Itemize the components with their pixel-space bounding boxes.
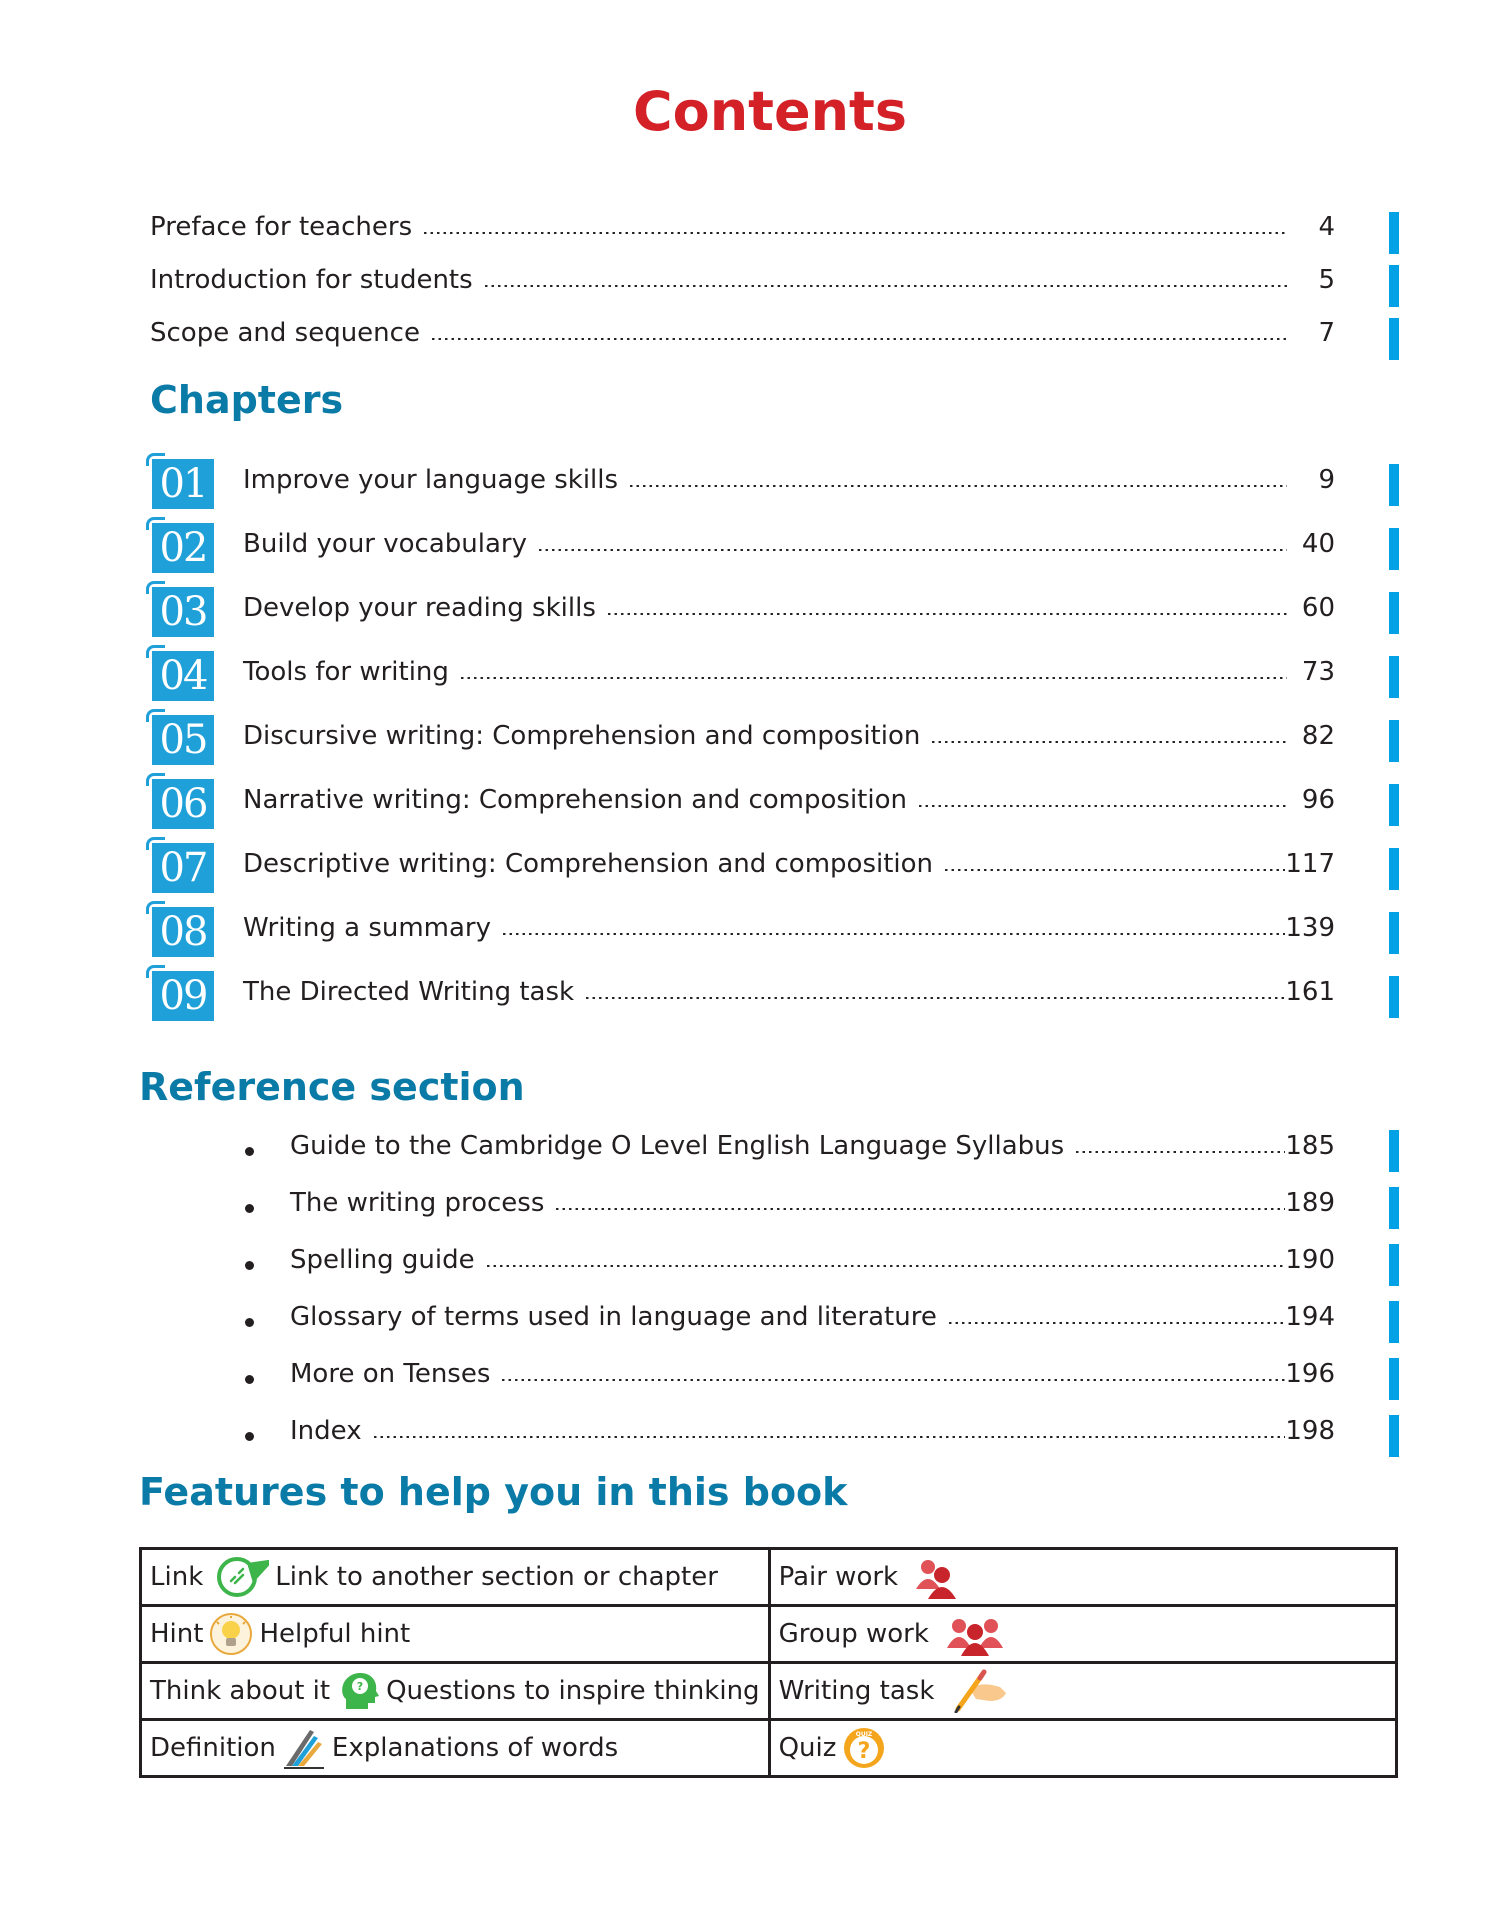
toc-entry-preface[interactable] <box>150 212 1335 242</box>
feature-cell <box>141 1549 770 1606</box>
dot-leader <box>554 1208 1285 1210</box>
tab-marker <box>1389 592 1399 634</box>
toc-page-number: 198 <box>1285 1416 1335 1446</box>
bullet <box>245 1375 254 1384</box>
chapter-number-badge: 02 <box>152 523 214 573</box>
toc-page-number: 60 <box>1301 593 1335 623</box>
page-title: Contents <box>632 80 907 143</box>
feature-cell <box>769 1606 1396 1663</box>
toc-page-number: 139 <box>1285 913 1335 943</box>
tab-marker <box>1389 265 1399 307</box>
feature-description: Questions to inspire thinking <box>386 1676 760 1706</box>
dot-leader <box>1074 1151 1285 1153</box>
toc-entry-reference[interactable] <box>290 1245 1335 1275</box>
thinking-head-icon <box>336 1669 380 1713</box>
dot-leader <box>537 549 1287 551</box>
toc-entry-chapter[interactable] <box>243 657 1335 687</box>
chapter-number-badge: 09 <box>152 971 214 1021</box>
features-heading: Features to help you in this book <box>139 1470 848 1514</box>
toc-entry-label: Preface for teachers <box>150 212 413 242</box>
toc-entry-introduction[interactable] <box>150 265 1335 295</box>
chapter-number-badge: 07 <box>152 843 214 893</box>
tab-marker <box>1389 1358 1399 1400</box>
toc-page-number: 73 <box>1301 657 1335 687</box>
dot-leader <box>606 613 1287 615</box>
feature-cell <box>141 1606 770 1663</box>
toc-entry-label: Build your vocabulary <box>243 529 527 559</box>
toc-entry-chapter[interactable] <box>243 529 1335 559</box>
toc-page-number: 4 <box>1318 212 1335 242</box>
quiz-icon-text: QUIZ <box>856 1731 873 1738</box>
tab-marker <box>1389 720 1399 762</box>
dot-leader <box>485 1265 1286 1267</box>
toc-entry-label: Writing a summary <box>243 913 492 943</box>
bullet <box>245 1432 254 1441</box>
feature-description: Explanations of words <box>331 1733 619 1763</box>
toc-entry-label: Introduction for students <box>150 265 473 295</box>
feature-name: Quiz <box>778 1733 837 1763</box>
chapter-number-badge: 06 <box>152 779 214 829</box>
reference-heading: Reference section <box>139 1065 525 1109</box>
dot-leader <box>430 338 1287 340</box>
toc-page-number: 161 <box>1285 977 1335 1007</box>
dot-leader <box>584 997 1285 999</box>
toc-entry-chapter[interactable] <box>243 913 1335 943</box>
toc-page-number: 189 <box>1285 1188 1335 1218</box>
writing-hand-icon <box>950 1669 1010 1713</box>
toc-page-number: 196 <box>1285 1359 1335 1389</box>
toc-entry-chapter[interactable] <box>243 977 1335 1007</box>
toc-entry-label: Improve your language skills <box>243 465 619 495</box>
tab-marker <box>1389 212 1399 254</box>
chapter-number-badge: 01 <box>152 459 214 509</box>
toc-entry-label: Descriptive writing: Comprehension and composition <box>243 849 934 879</box>
dot-leader <box>422 232 1287 234</box>
dot-leader <box>372 1436 1286 1438</box>
toc-entry-label: Narrative writing: Comprehension and composition <box>243 785 907 815</box>
feature-cell <box>141 1720 770 1777</box>
toc-page-number: 5 <box>1318 265 1335 295</box>
dot-leader <box>930 741 1287 743</box>
group-work-icon <box>945 1612 1005 1656</box>
bullet <box>245 1318 254 1327</box>
feature-name: Think about it <box>150 1676 331 1706</box>
chapters-heading: Chapters <box>150 378 344 422</box>
dot-leader <box>917 805 1287 807</box>
chapter-number-badge: 08 <box>152 907 214 957</box>
toc-entry-scope[interactable] <box>150 318 1335 348</box>
feature-cell <box>769 1549 1396 1606</box>
book-icon <box>282 1726 326 1770</box>
tab-marker <box>1389 528 1399 570</box>
dot-leader <box>483 285 1287 287</box>
dot-leader <box>943 869 1285 871</box>
toc-page-number: 7 <box>1318 318 1335 348</box>
feature-cell <box>769 1663 1396 1720</box>
toc-entry-chapter[interactable] <box>243 785 1335 815</box>
toc-entry-label: Tools for writing <box>243 657 449 687</box>
tab-marker <box>1389 784 1399 826</box>
tab-marker <box>1389 1244 1399 1286</box>
table-row <box>141 1720 1397 1777</box>
toc-page-number: 185 <box>1285 1131 1335 1161</box>
feature-name: Group work <box>778 1619 929 1649</box>
link-icon <box>209 1555 269 1599</box>
toc-entry-label: Scope and sequence <box>150 318 420 348</box>
toc-page-number: 40 <box>1301 529 1335 559</box>
table-row <box>141 1606 1397 1663</box>
toc-entry-chapter[interactable] <box>243 849 1335 879</box>
feature-name: Writing task <box>778 1676 935 1706</box>
toc-entry-chapter[interactable] <box>243 721 1335 751</box>
toc-entry-label: More on Tenses <box>290 1359 491 1389</box>
table-row <box>141 1663 1397 1720</box>
bullet <box>245 1204 254 1213</box>
chapter-number-badge: 05 <box>152 715 214 765</box>
dot-leader <box>628 485 1287 487</box>
tab-marker <box>1389 1301 1399 1343</box>
bullet <box>245 1147 254 1156</box>
toc-entry-label: The writing process <box>290 1188 545 1218</box>
dot-leader <box>500 1379 1285 1381</box>
tab-marker <box>1389 1187 1399 1229</box>
feature-name: Link <box>150 1562 204 1592</box>
toc-entry-label: Glossary of terms used in language and literature <box>290 1302 937 1332</box>
tab-marker <box>1389 656 1399 698</box>
toc-entry-label: Discursive writing: Comprehension and composition <box>243 721 921 751</box>
feature-cell <box>769 1720 1396 1777</box>
lightbulb-icon <box>209 1612 253 1656</box>
svg-text:?: ? <box>858 1739 871 1764</box>
tab-marker <box>1389 848 1399 890</box>
feature-description: Link to another section or chapter <box>275 1562 718 1592</box>
toc-entry-chapter[interactable] <box>243 593 1335 623</box>
feature-description: Helpful hint <box>259 1619 411 1649</box>
bullet <box>245 1261 254 1270</box>
toc-page-number: 190 <box>1285 1245 1335 1275</box>
feature-name: Definition <box>150 1733 276 1763</box>
tab-marker <box>1389 464 1399 506</box>
toc-entry-reference[interactable] <box>290 1131 1335 1161</box>
table-row <box>141 1549 1397 1606</box>
features-table <box>139 1547 1398 1778</box>
tab-marker <box>1389 976 1399 1018</box>
pair-work-icon <box>914 1555 958 1599</box>
toc-entry-label: Guide to the Cambridge O Level English Language Syllabus <box>290 1131 1065 1161</box>
toc-entry-chapter[interactable] <box>243 465 1335 495</box>
toc-entry-reference[interactable] <box>290 1302 1335 1332</box>
toc-entry-label: Spelling guide <box>290 1245 475 1275</box>
tab-marker <box>1389 1130 1399 1172</box>
quiz-icon <box>842 1726 886 1770</box>
tab-marker <box>1389 1415 1399 1457</box>
tab-marker <box>1389 318 1399 360</box>
svg-text:?: ? <box>356 1680 364 1693</box>
dot-leader <box>947 1322 1286 1324</box>
toc-page-number: 82 <box>1301 721 1335 751</box>
toc-page-number: 117 <box>1285 849 1335 879</box>
feature-cell <box>141 1663 770 1720</box>
toc-page-number: 194 <box>1285 1302 1335 1332</box>
toc-entry-reference[interactable] <box>290 1416 1335 1446</box>
toc-entry-label: The Directed Writing task <box>243 977 575 1007</box>
chapter-number-badge: 03 <box>152 587 214 637</box>
chapter-number-badge: 04 <box>152 651 214 701</box>
dot-leader <box>459 677 1287 679</box>
feature-name: Pair work <box>778 1562 899 1592</box>
toc-page-number: 9 <box>1318 465 1335 495</box>
dot-leader <box>501 933 1285 935</box>
feature-name: Hint <box>150 1619 204 1649</box>
toc-entry-reference[interactable] <box>290 1359 1335 1389</box>
toc-entry-label: Develop your reading skills <box>243 593 596 623</box>
tab-marker <box>1389 912 1399 954</box>
toc-entry-reference[interactable] <box>290 1188 1335 1218</box>
toc-page-number: 96 <box>1301 785 1335 815</box>
toc-entry-label: Index <box>290 1416 362 1446</box>
